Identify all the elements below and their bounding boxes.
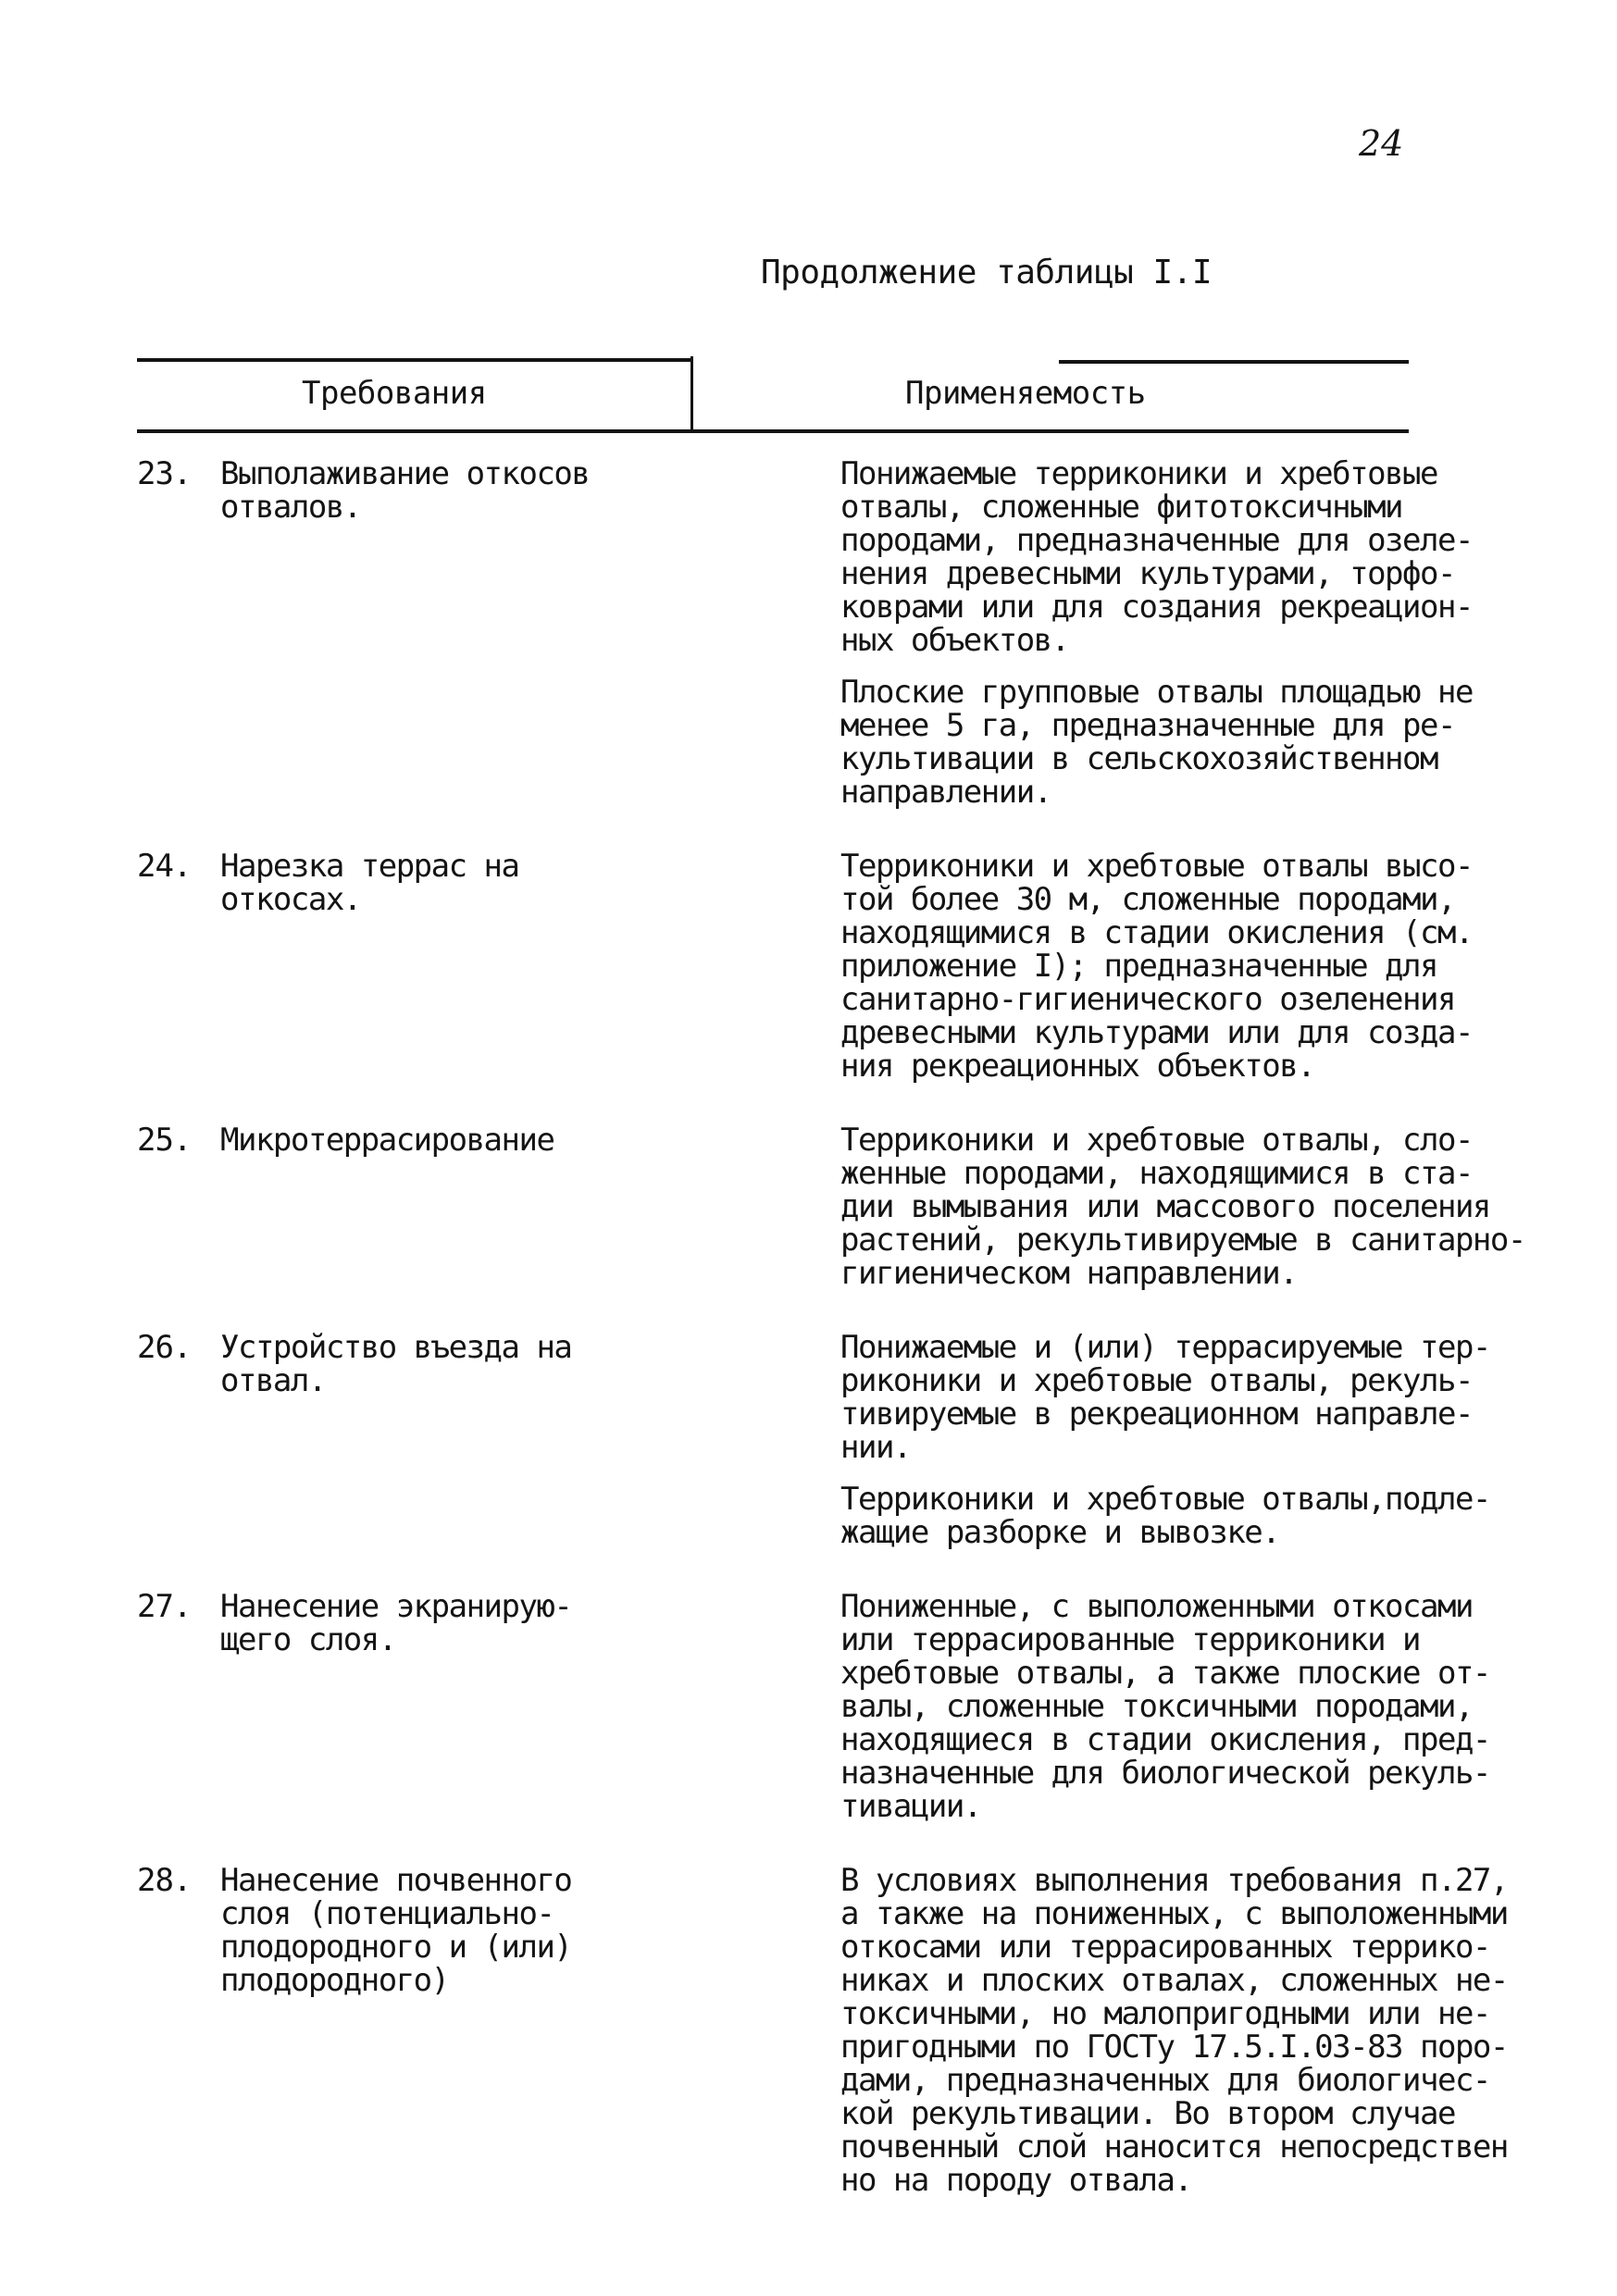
requirement-text: Нанесение почвенного слоя (потенциально- плодородного и (или) плодородного) xyxy=(220,1862,572,1999)
table-row xyxy=(137,850,1479,1083)
applicability-cell xyxy=(840,1123,1581,1290)
requirement-text: Нарезка террас на откосах. xyxy=(220,848,519,918)
table-header-bottom-rule xyxy=(137,429,1409,433)
applicability-cell xyxy=(840,457,1581,809)
table-top-rule-left xyxy=(137,358,692,362)
requirement-text: Устройство въезда на отвал. xyxy=(220,1329,572,1399)
table-row xyxy=(137,457,1479,809)
table-row xyxy=(137,1588,1490,1825)
row-number: 28. xyxy=(137,1862,192,1899)
table-caption: Продолжение таблицы I.I xyxy=(761,254,1212,292)
requirement-text: Микротеррасирование xyxy=(220,1122,554,1159)
applicability-paragraph: Плоские групповые отвалы площадью не менее 5 га, предназначенные для ре- культивации в сельскохозяйственном направлении. xyxy=(840,674,1473,811)
applicability-cell xyxy=(840,850,1581,1083)
applicability-paragraph: Терриконики и хребтовые отвалы высо- той более 30 м, сложенные породами, находящимися в стадии окисления (см. приложение I); предназначенные для санитарно-гигиенического озеленения древесными культурами или для созда- ния рекреационных объектов. xyxy=(840,848,1473,1085)
applicability-cell xyxy=(840,1331,1581,1549)
row-number: 26. xyxy=(137,1329,192,1366)
table-row xyxy=(137,1329,1490,1551)
requirement-cell xyxy=(137,1864,702,2197)
requirement-text: Выполаживание откосов отвалов. xyxy=(220,455,590,526)
requirement-cell xyxy=(137,850,702,1083)
column-header-applicability: Применяемость xyxy=(905,375,1146,412)
applicability-paragraph: Понижаемые и (или) террасируемые тер- риконики и хребтовые отвалы, рекуль- тивируемые в рекреационном направле- нии. xyxy=(840,1329,1490,1466)
table-top-rule-right xyxy=(1059,360,1409,364)
table-row xyxy=(137,1862,1508,2199)
applicability-cell xyxy=(840,1864,1581,2197)
table-row xyxy=(137,1122,1525,1292)
applicability-cell xyxy=(840,1590,1581,1823)
requirement-cell xyxy=(137,1331,702,1549)
row-number: 25. xyxy=(137,1122,192,1159)
requirement-cell xyxy=(137,1123,702,1290)
applicability-paragraph: В условиях выполнения требования п.27, а также на пониженных, с выположенными откосами или террасированных террико- никах и плоских отвалах, сложенных не- токсичными, но малопригодными или не- пригодными по ГОСТу 17.5.I.03-83 поро- дами, предназначенных для биологичес- кой рекультивации. Во втором случае почвенный слой наносится непосредствен но на породу отвала. xyxy=(840,1862,1508,2199)
row-number: 23. xyxy=(137,455,192,492)
page-number: 24 xyxy=(1359,123,1404,164)
applicability-paragraph: Терриконики и хребтовые отвалы,подле- жащие разборке и вывозке. xyxy=(840,1481,1490,1551)
requirement-text: Нанесение экранирую- щего слоя. xyxy=(220,1588,572,1658)
row-number: 24. xyxy=(137,848,192,885)
requirement-cell xyxy=(137,1590,702,1823)
column-header-requirements: Требования xyxy=(302,375,487,412)
applicability-paragraph: Пониженные, с выположенными откосами или террасированные терриконики и хребтовые отвалы, а также плоские от- валы, сложенные токсичными породами, находящиеся в стадии окисления, пред- назначенные для биологической рекуль- тивации. xyxy=(840,1588,1490,1825)
applicability-paragraph: Терриконики и хребтовые отвалы, сло- женные породами, находящимися в ста- дии вымывания или массового поселения растений, рекультивируемые в санитарно- гигиеническом направлении. xyxy=(840,1122,1525,1292)
row-number: 27. xyxy=(137,1588,192,1625)
header-column-divider xyxy=(690,356,693,430)
table-body xyxy=(137,455,1525,2238)
applicability-paragraph: Понижаемые терриконики и хребтовые отвалы, сложенные фитотоксичными породами, предназначенные для озеле- нения древесными культурами, торфо- коврами или для создания рекреацион- ных объектов. xyxy=(840,455,1473,659)
requirement-cell xyxy=(137,457,702,809)
